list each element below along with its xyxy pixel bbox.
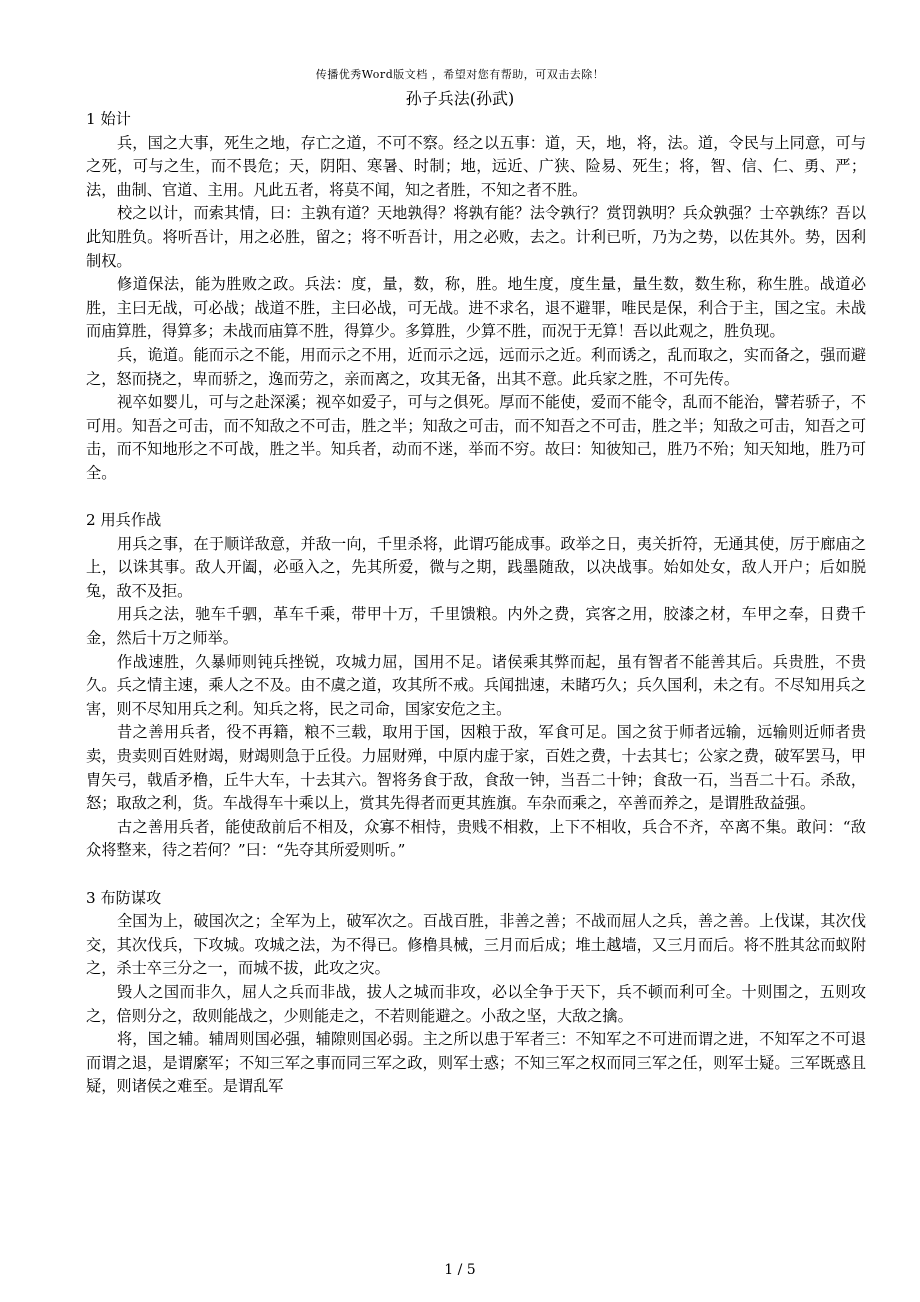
section-spacer (86, 863, 866, 887)
paragraph: 用兵之事，在于顺详敌意，并敌一向，千里杀将，此谓巧能成事。政举之日，夷关折符，无通其使，厉于廊庙之上，以诛其事。敌人开阖，必亟入之，先其所爱，微与之期，践墨随敌，以决战事。始如处女，敌人开户；后如脱兔，敌不及拒。 (86, 534, 866, 600)
paragraph: 兵，国之大事，死生之地，存亡之道，不可不察。经之以五事：道，天，地，将，法。道，令民与上同意，可与之死，可与之生，而不畏危；天，阴阳、寒暑、时制；地，远近、广狭、险易、死生；将，智、信、仁、勇、严；法，曲制、官道、主用。凡此五者，将莫不闻，知之者胜，不知之者不胜。 (86, 133, 866, 199)
section-yongbing-zuozhan (86, 509, 866, 863)
paragraph: 将，国之辅。辅周则国必强，辅隙则国必弱。主之所以患于军者三：不知军之不可进而谓之进，不知军之不可退而谓之退，是谓縻军；不知三军之事而同三军之政，则军士惑；不知三军之权而同三军之任，则军士疑。三军既惑且疑，则诸侯之难至。是谓乱军 (86, 1030, 866, 1096)
section-title: 3 布防谋攻 (86, 888, 162, 907)
paragraph: 用兵之法，驰车千驷，革车千乘，带甲十万，千里馈粮。内外之费，宾客之用，胶漆之材，车甲之奉，日费千金，然后十万之师举。 (86, 605, 866, 648)
paragraph: 作战速胜，久暴师则钝兵挫锐，攻城力屈，国用不足。诸侯乘其弊而起，虽有智者不能善其后。兵贵胜，不贵久。兵之情主速，乘人之不及。由不虞之道，攻其所不戒。兵闻拙速，未睹巧久；兵久国利，未之有。不尽知用兵之害，则不尽知用兵之利。知兵之将，民之司命，国家安危之主。 (86, 652, 866, 718)
paragraph: 修道保法，能为胜败之政。兵法：度，量，数，称，胜。地生度，度生量，量生数，数生称，称生胜。战道必胜，主曰无战，可必战；战道不胜，主曰必战，可无战。进不求名，退不避罪，唯民是保，利合于主，国之宝。未战而庙算胜，得算多；未战而庙算不胜，得算少。多算胜，少算不胜，而况于无算！吾以此观之，胜负现。 (86, 275, 866, 341)
page-header-note: 传播优秀Word版文档 ，希望对您有帮助，可双击去除！ (315, 68, 605, 81)
paragraph: 兵，诡道。能而示之不能，用而示之不用，近而示之远，远而示之近。利而诱之，乱而取之，实而备之，强而避之，怒而挠之，卑而骄之，逸而劳之，亲而离之，攻其无备，出其不意。此兵家之胜，不可先传。 (86, 345, 866, 388)
section-title: 1 始计 (86, 110, 131, 128)
section-spacer (86, 486, 866, 510)
section-bufang-mougong (86, 887, 866, 1099)
section-title: 2 用兵作战 (86, 511, 162, 530)
document-body (86, 108, 866, 1099)
paragraph: 校之以计，而索其情，曰：主孰有道？天地孰得？将孰有能？法令孰行？赏罚孰明？兵众孰强？士卒孰练？吾以此知胜负。将听吾计，用之必胜，留之；将不听吾计，用之必败，去之。计利已听，乃为之势，以佐其外。势，因利制权。 (86, 204, 866, 270)
page-number: 1 / 5 (444, 1262, 476, 1278)
paragraph: 视卒如婴儿，可与之赴深溪；视卒如爱子，可与之俱死。厚而不能使，爱而不能令，乱而不能治，譬若骄子，不可用。知吾之可击，而不知敌之不可击，胜之半；知敌之可击，而不知吾之不可击，胜之半；知敌之可击，知吾之可击，而不知地形之不可战，胜之半。知兵者，动而不迷，举而不穷。故曰：知彼知己，胜乃不殆；知天知地，胜乃可全。 (86, 393, 866, 482)
paragraph: 全国为上，破国次之；全军为上，破军次之。百战百胜，非善之善；不战而屈人之兵，善之善。上伐谋，其次伐交，其次伐兵，下攻城。攻城之法，为不得已。修橹具械，三月而后成；堆土越墙，又三月而后。将不胜其忿而蚁附之，杀士卒三分之一，而城不拔，此攻之灾。 (86, 912, 866, 978)
document-title: 孙子兵法(孙武) (405, 89, 515, 108)
paragraph: 古之善用兵者，能使敌前后不相及，众寡不相恃，贵贱不相救，上下不相收，兵合不齐，卒离不集。敢问：“敌众将整来，待之若何？”曰：“先夺其所爱则听。” (86, 817, 866, 860)
section-shiji (86, 108, 866, 486)
paragraph: 昔之善用兵者，役不再籍，粮不三载，取用于国，因粮于敌，军食可足。国之贫于师者远输，远输则近师者贵卖，贵卖则百姓财竭，财竭则急于丘役。力屈财殚，中原内虚于家，百姓之费，十去其七；公家之费，破军罢马，甲胄矢弓，戟盾矛橹，丘牛大车，十去其六。智将务食于敌，食敌一钟，当吾二十钟；食敌一石，当吾二十石。杀敌，怒；取敌之利，货。车战得车十乘以上，赏其先得者而更其旌旗。车杂而乘之，卒善而养之，是谓胜敌益强。 (86, 723, 866, 813)
paragraph: 毁人之国而非久，屈人之兵而非战，拔人之城而非攻，必以全争于天下，兵不顿而利可全。十则围之，五则攻之，倍则分之，敌则能战之，少则能走之，不若则能避之。小敌之坚，大敌之擒。 (86, 982, 866, 1025)
